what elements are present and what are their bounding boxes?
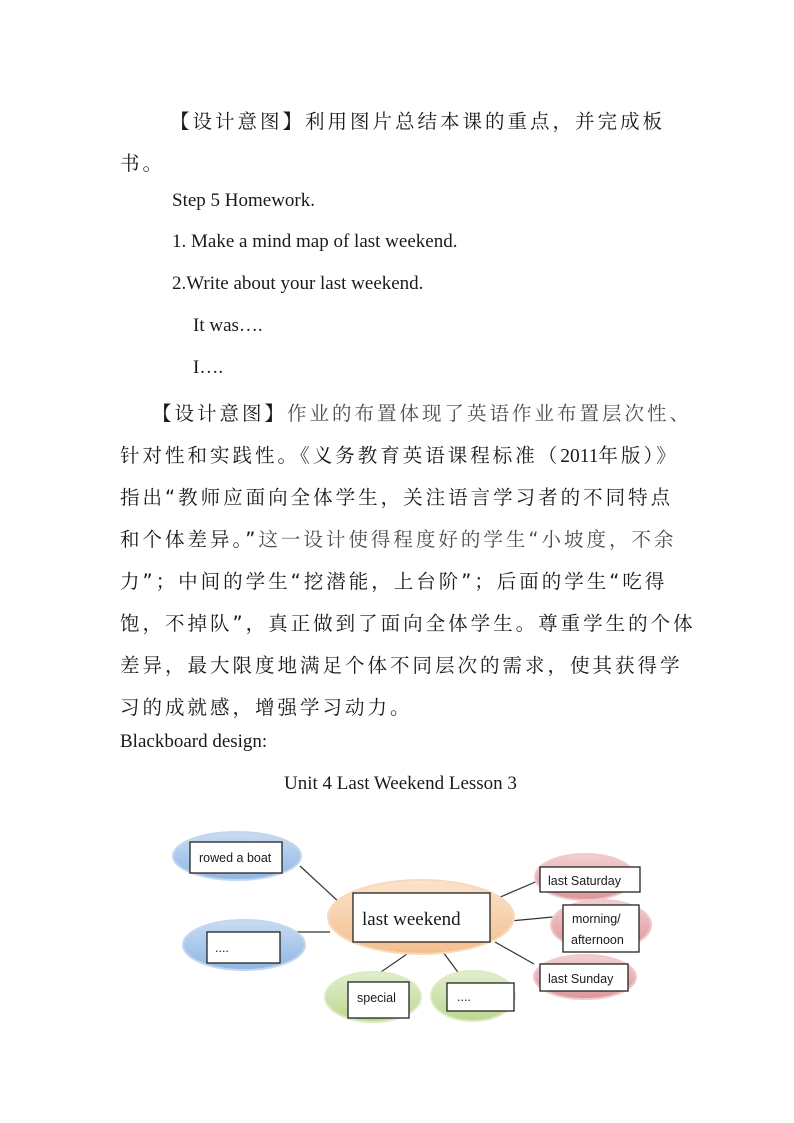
intent2-line6: 饱，不掉队”，真正做到了面向全体学生。尊重学生的个体 <box>120 612 696 635</box>
intent2-line7: 差异，最大限度地满足个体不同层次的需求，使其获得学 <box>120 654 683 677</box>
intent2-text1: 作业的布置体现了英语作业布置层次性、 <box>287 402 693 425</box>
intent2-text4a: 和个体差异。” <box>120 528 259 551</box>
blackboard-title: Unit 4 Last Weekend Lesson 3 <box>284 773 517 794</box>
homework-item-1: 1. Make a mind map of last weekend. <box>172 231 458 252</box>
label-left-blank: .... <box>215 941 229 955</box>
intent2-text2b: 年版）》 <box>598 444 679 467</box>
intent2-text4b: 这一设计使得程度好的学生“小坡度，不余 <box>258 528 677 551</box>
label-last-sunday: last Sunday <box>548 972 614 986</box>
intent1-line2: 书。 <box>120 152 166 175</box>
homework-sub-2: I…. <box>193 357 224 378</box>
label-special: special <box>357 991 396 1005</box>
intent1-tag: 【设计意图】 <box>170 110 306 133</box>
intent2-line8: 习的成就感，增强学习动力。 <box>120 696 413 719</box>
label-afternoon: afternoon <box>571 933 624 947</box>
homework-item-2: 2.Write about your last weekend. <box>172 273 424 294</box>
intent2-line5: 力”；中间的学生“挖潜能，上台阶”；后面的学生“吃得 <box>120 570 668 593</box>
label-center: last weekend <box>362 909 461 930</box>
step5-title: Step 5 Homework. <box>172 190 316 211</box>
intent1-text1: 利用图片总结本课的重点，并完成板 <box>305 110 666 133</box>
intent2-tag: 【设计意图】 <box>152 402 288 425</box>
intent2-year: 2011 <box>560 446 599 467</box>
label-bottom-blank: .... <box>457 990 471 1004</box>
label-last-saturday: last Saturday <box>548 874 621 888</box>
label-morning: morning/ <box>572 912 621 926</box>
blackboard-label: Blackboard design: <box>120 731 268 752</box>
intent2-text2a: 针对性和实践性。《义务教育英语课程标准（ <box>120 444 561 467</box>
label-rowed-a-boat: rowed a boat <box>199 851 272 865</box>
intent2-line3: 指出“教师应面向全体学生，关注语言学习者的不同特点 <box>120 486 674 509</box>
homework-sub-1: It was…. <box>193 315 263 336</box>
